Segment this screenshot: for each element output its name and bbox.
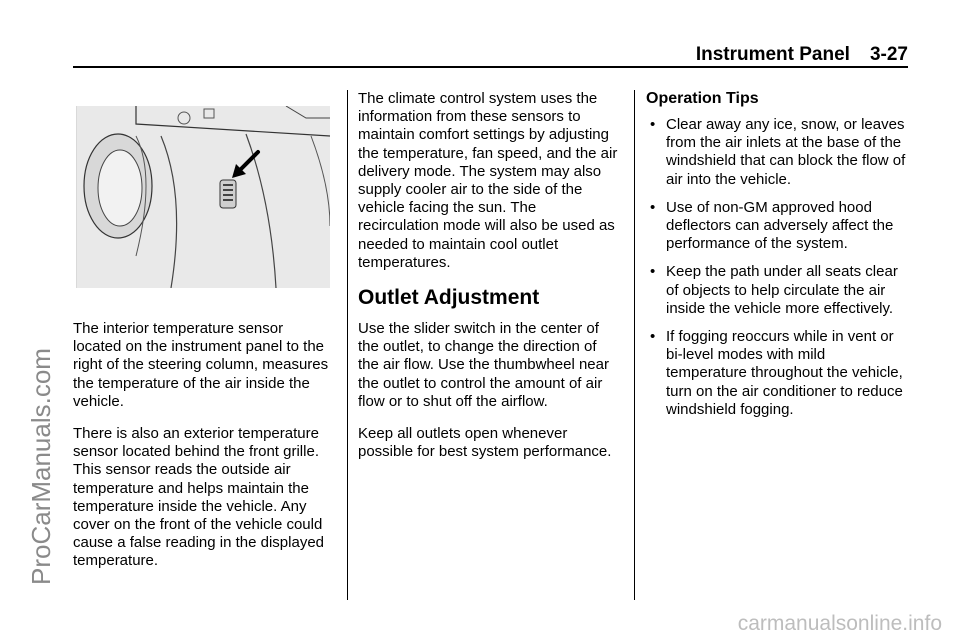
paragraph: Use the slider switch in the center of the outlet, to change the direction of the air flow. Use the thumbwheel near the outlet to control the amount of air flow or to shut off the airflow.: [358, 320, 609, 410]
header-rule: [73, 66, 908, 68]
watermark-left: ProCarManuals.com: [26, 348, 56, 585]
section-heading: Outlet Adjustment: [358, 286, 540, 310]
section-heading: Operation Tips: [646, 90, 759, 107]
bullet-icon: •: [650, 198, 656, 216]
column-divider-2: [634, 90, 635, 600]
column-divider-1: [347, 90, 348, 600]
list-item: • Use of non-GM approved hood deflectors can adversely affect the performance of the system.: [650, 198, 894, 253]
list-item: • Clear away any ice, snow, or leaves from the air inlets at the base of the windshield that can block the flow of air into the vehicle.: [650, 116, 906, 188]
sensor-illustration: [76, 106, 330, 288]
bullet-icon: •: [650, 116, 656, 133]
page-number: 3-27: [869, 44, 908, 65]
sensor-grille-icon: [220, 180, 236, 208]
section-title: Instrument Panel: [695, 44, 850, 65]
paragraph: Keep all outlets open whenever possible for best system performance.: [358, 425, 612, 461]
paragraph: The climate control system uses the information from these sensors to maintain comfort settings by adjusting the temperature, fan speed, and the air delivery mode. The system may also supply cooler air to the side of the vehicle facing the sun. The recirculation mode will also be used as needed to maintain cool outlet temperatures.: [358, 90, 618, 271]
bullet-icon: •: [650, 328, 656, 346]
column-1: [73, 320, 335, 585]
watermark-bottom: carmanualsonline.info: [737, 612, 942, 635]
bullet-icon: •: [650, 263, 656, 281]
paragraph: The interior temperature sensor located on the instrument panel to the right of the steering column, measures the temperature of the air inside the vehicle.: [73, 320, 329, 410]
list-item: • If fogging reoccurs while in vent or bi-level modes with mild temperature throughout the vehicle, turn on the air conditioner to reduce windshield fogging.: [650, 328, 903, 418]
paragraph: There is also an exterior temperature sensor located behind the front grille. This sensor reads the outside air temperature and helps maintain the temperature inside the vehicle. Any cover on the front of the vehicle could cause a false reading in the displayed temperature.: [73, 425, 325, 570]
tips-list: [646, 116, 910, 419]
list-item: • Keep the path under all seats clear of objects to help circulate the air inside the vehicle more effectively.: [650, 263, 898, 317]
sensor-figure: [76, 106, 330, 288]
column-3: [646, 90, 910, 429]
column-2: [358, 90, 620, 475]
